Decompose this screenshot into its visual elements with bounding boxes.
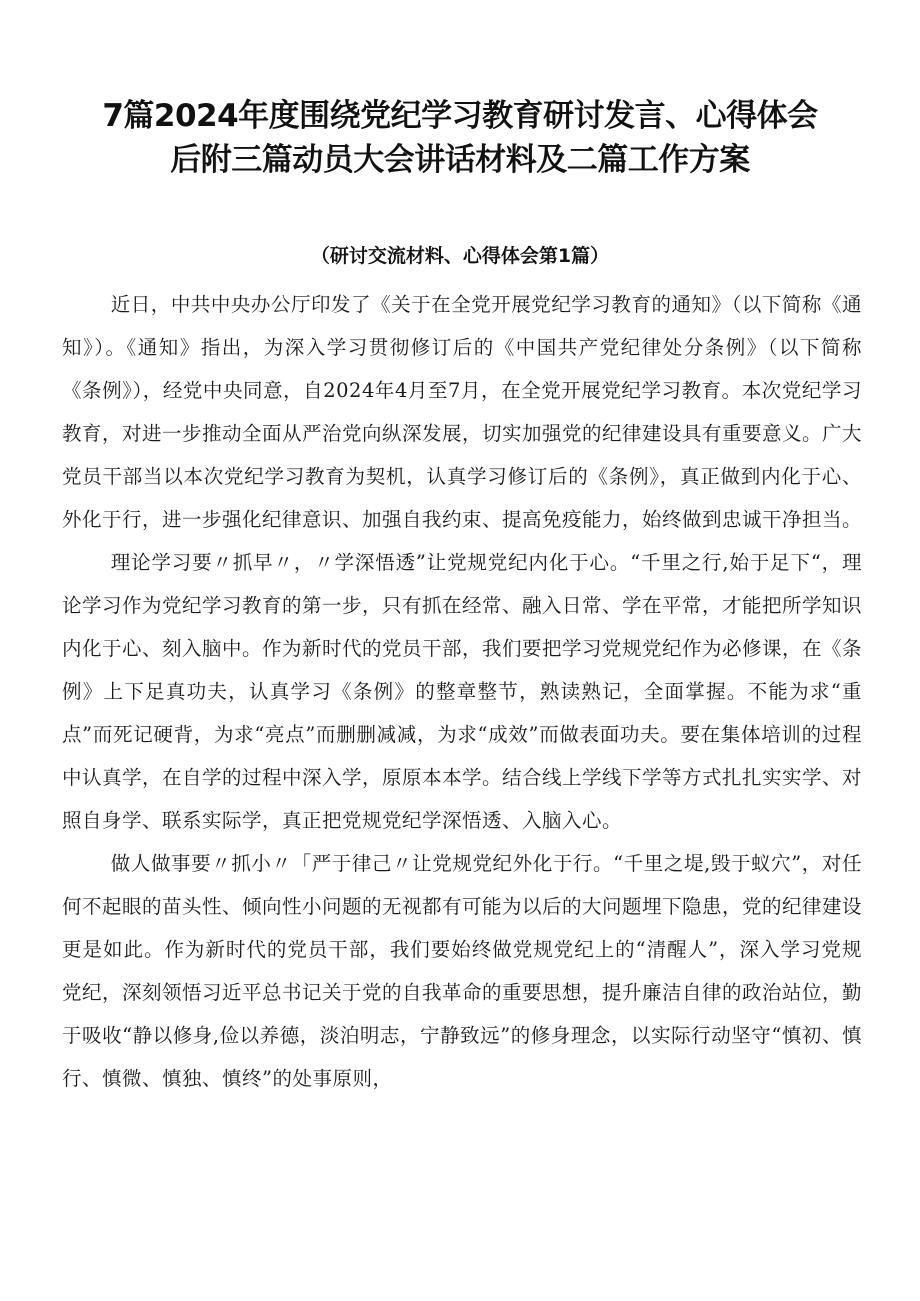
section-heading: （研讨交流材料、心得体会第1篇）	[310, 245, 610, 267]
paragraph-3: 做人做事要〃抓小〃「严于律己〃让党规党纪外化于行。“千里之堤,毁于蚁穴”，对任何不起眼的苗头性、倾向性小问题的无视都有可能为以后的大问题埋下隐患，党的纪律建设更是如此。作为新时代的党员干部，我们要始终做党规党纪上的“清醒人”，深入学习党规党纪，深刻领悟习近平总书记关于党的自我革命的重要思想，提升廉洁自律的政治站位，勤于吸收“静以修身,俭以养德，淡泊明志，宁静致远”的修身理念，以实际行动坚守“慎初、慎行、慎微、慎独、慎终”的处事原则，	[62, 852, 863, 1090]
document-title-line-2: 后附三篇动员大会讲话材料及二篇工作方案	[170, 142, 750, 178]
paragraph-2: 理论学习要〃抓早〃，〃学深悟透”让党规党纪内化于心。“千里之行,始于足下“，理论学习作为党纪学习教育的第一步，只有抓在经常、融入日常、学在平常，才能把所学知识内化于心、刻入脑中。作为新时代的党员干部，我们要把学习党规党纪作为必修课，在《条例》上下足真功夫，认真学习《条例》的整章整节，熟读熟记，全面掌握。不能为求“重点”而死记硬背，为求“亮点”而删删减减，为求“成效”而做表面功夫。要在集体培训的过程中认真学，在自学的过程中深入学，原原本本学。结合线上学线下学等方式扎扎实实学、对照自身学、联系实际学，真正把党规党纪学深悟透、入脑入心。	[62, 551, 863, 832]
document-title-line-1: 7篇2024年度围绕党纪学习教育研讨发言、心得体会	[102, 98, 818, 134]
paragraph-1: 近日，中共中央办公厅印发了《关于在全党开展党纪学习教育的通知》（以下简称《通知》）。《通知》指出，为深入学习贯彻修订后的《中国共产党纪律处分条例》（以下简称《条例》），经党中央同意，自2024年4月至7月，在全党开展党纪学习教育。本次党纪学习教育，对进一步推动全面从严治党向纵深发展，切实加强党的纪律建设具有重要意义。广大党员干部当以本次党纪学习教育为契机，认真学习修订后的《条例》，真正做到内化于心、外化于行，进一步强化纪律意识、加强自我约束、提高免疫能力，始终做到忠诚干净担当。	[62, 293, 863, 531]
document-body	[62, 283, 862, 1100]
